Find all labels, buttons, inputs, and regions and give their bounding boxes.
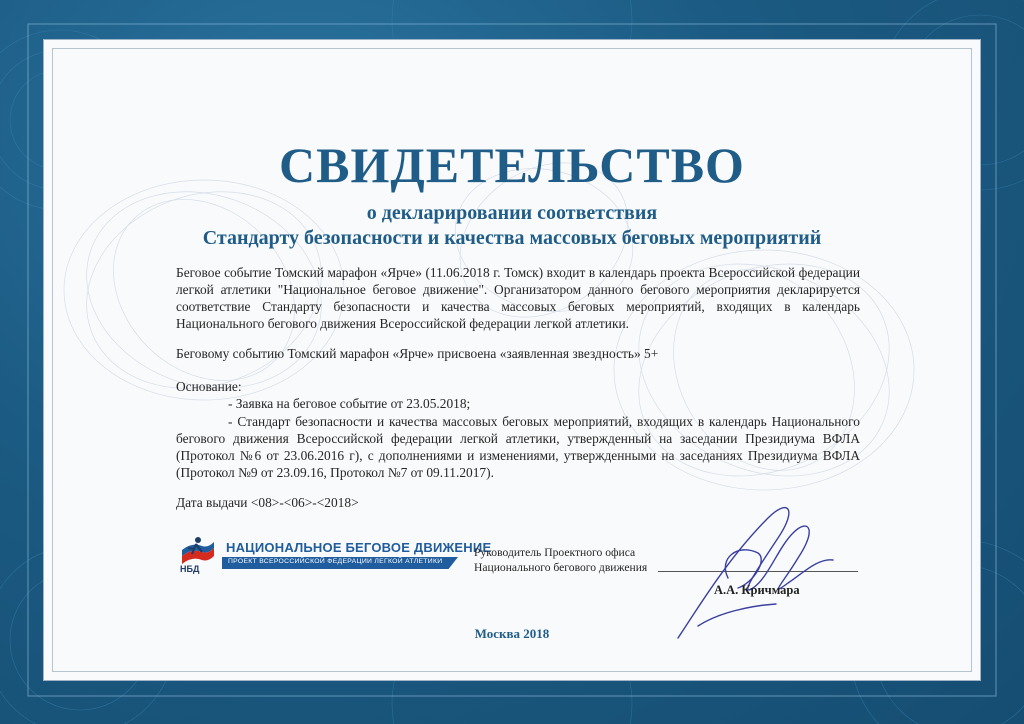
signatory-role-line1: Руководитель Проектного офиса [474, 546, 636, 559]
basis-item-standard: - Стандарт безопасности и качества массовых беговых мероприятий, входящих в календарь Национального бегового движения Всероссийской федерации легкой атлетики, утвержденный на заседании Президиума ВФЛА (Протокол №6 от 23.06.2016 г), с дополнениями и изменениями, утвержденными на заседаниях Президиума ВФЛА (Протокол №9 от 23.09.16, Протокол №7 от 09.11.2017). [176, 414, 860, 480]
signatory-name: А.А. Кричмара [714, 583, 800, 597]
issue-date: Дата выдачи <08>-<06>-<2018> [176, 495, 359, 510]
basis-item-application: - Заявка на беговое событие от 23.05.2018; [228, 396, 471, 411]
certificate-content [44, 40, 980, 680]
handwritten-signature [658, 488, 838, 648]
certificate-subtitle-line1: о декларировании соответствия [366, 202, 658, 224]
logo-abbr: НБД [180, 564, 200, 574]
runner-flag-icon [178, 534, 218, 574]
event-description: Беговое событие Томский марафон «Ярче» (11.06.2018 г. Томск) входит в календарь проекта Всероссийской федерации легкой атлетики "Национальное беговое движение". Организатором данного бегового мероприятия декларируется соответствие Стандарту безопасности и качества массовых беговых мероприятий, входящих в календарь Национального бегового движения Всероссийской федерации легкой атлетики. [176, 265, 860, 331]
city-year: Москва 2018 [474, 626, 550, 641]
basis-label: Основание: [176, 379, 242, 394]
nbd-logo [178, 534, 492, 574]
certificate-title: СВИДЕТЕЛЬСТВО [279, 137, 745, 193]
signatory-role-line2: Национального бегового движения [474, 561, 648, 574]
logo-band-text: ПРОЕКТ ВСЕРОССИЙСКОЙ ФЕДЕРАЦИИ ЛЕГКОЙ АТЛЕТИКИ [228, 558, 443, 565]
star-rating-statement: Беговому событию Томский марафон «Ярче» присвоена «заявленная звездность» 5+ [176, 346, 659, 361]
logo-title: НАЦИОНАЛЬНОЕ БЕГОВОЕ ДВИЖЕНИЕ [226, 540, 492, 555]
certificate-subtitle-line2: Стандарту безопасности и качества массовых беговых мероприятий [202, 227, 822, 249]
certificate-paper [44, 40, 980, 680]
signatory-role [474, 545, 647, 575]
